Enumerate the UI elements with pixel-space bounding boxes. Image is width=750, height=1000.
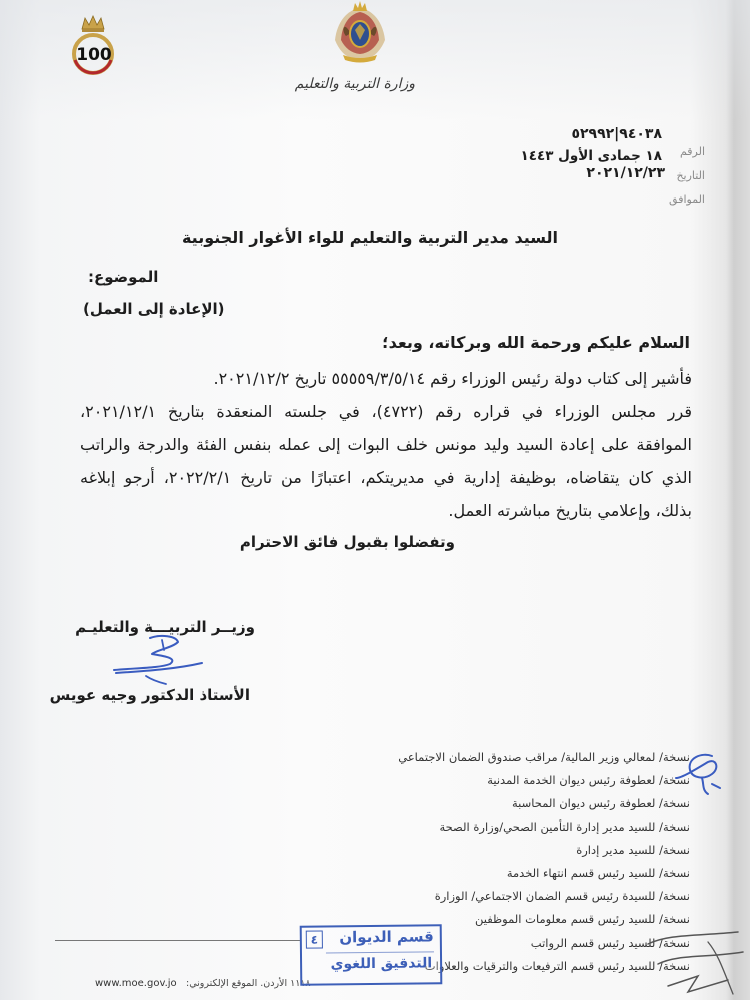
hijri-date: ١٨ جمادى الأول ١٤٤٣ [520, 148, 662, 164]
stamp-divider [326, 951, 434, 953]
letter-body [80, 362, 692, 527]
greeting: السلام عليكم ورحمة الله وبركاته، وبعد؛ [382, 333, 690, 352]
copy-recipient: نسخة/ للسيد رئيس قسم الترفيعات والترقيات والعلاوات [424, 958, 690, 973]
body-line: قرر مجلس الوزراء في قراره رقم (٤٧٢٢)، في جلسته المنعقدة بتاريخ ٢٠٢١/١٢/١، [80, 402, 692, 421]
subject-value: (الإعادة إلى العمل) [83, 300, 225, 318]
ministry-name: وزارة التربية والتعليم [294, 76, 415, 92]
reference-number-label: الرقم [679, 145, 705, 158]
signatory-title: وزيــر التربيـــة والتعليـم [75, 618, 255, 636]
registry-stamp [300, 924, 443, 985]
footer-website: www.moe.gov.jo [95, 978, 177, 989]
copy-recipient: نسخة/ لعطوفة رئيس ديوان الخدمة المدنية [487, 773, 690, 788]
copy-recipient: نسخة/ للسيد رئيس قسم الرواتب [530, 935, 690, 950]
copy-recipient: نسخة/ للسيد رئيس قسم معلومات الموظفين [474, 912, 690, 927]
gregorian-date: ٢٠٢١/١٢/٢٣ [586, 165, 665, 181]
addressee: السيد مدير التربية والتعليم للواء الأغوار الجنوبية [181, 228, 558, 247]
date-label: التاريخ [676, 169, 705, 182]
reference-number: ٥٢٩٩٢|٩٤٠٣٨ [571, 126, 662, 142]
stamp-number: ٤ [306, 931, 323, 949]
body-line: فأشير إلى كتاب دولة رئيس الوزراء رقم ٥٥٥٥٩/٣/٥/١٤ تاريخ ٢٠٢١/١٢/٢. [213, 369, 692, 388]
stamp-department: قسم الديوان [339, 927, 434, 947]
subject-label: الموضوع: [88, 268, 159, 286]
copy-recipient: نسخة/ للسيدة رئيس قسم الضمان الاجتماعي/ الوزارة [434, 889, 690, 904]
handwritten-signature [106, 632, 206, 688]
handwritten-marks [638, 924, 748, 998]
centennial-logo-text: 100 [76, 45, 112, 65]
body-line: بذلك، وإعلامي بتاريخ مباشرته العمل. [448, 501, 692, 520]
closing-line: وتفضلوا بقبول فائق الاحترام [239, 533, 455, 551]
handwritten-initials [672, 748, 727, 798]
stamp-check: التدقيق اللغوي [330, 955, 433, 973]
copy-recipient: نسخة/ لعطوفة رئيس ديوان المحاسبة [512, 796, 690, 811]
corresponding-label: الموافق [669, 193, 705, 206]
copy-recipient: نسخة/ للسيد مدير إدارة التأمين الصحي/وزارة الصحة [439, 819, 690, 834]
footer-divider [55, 940, 300, 941]
copy-recipient: نسخة/ للسيد رئيس قسم انتهاء الخدمة [506, 866, 690, 881]
coat-of-arms-emblem [329, 0, 391, 64]
centennial-logo [62, 14, 124, 76]
copy-recipient: نسخة/ لمعالي وزير المالية/ مراقب صندوق الضمان الاجتماعي [398, 750, 690, 764]
footer-address: ١١١٨ الأردن. الموقع الإلكتروني: [186, 978, 311, 989]
body-line: الموافقة على إعادة السيد وليد مونس خلف البوات إلى عمله بنفس الفئة والدرجة والراتب [80, 435, 692, 454]
copy-recipient: نسخة/ للسيد مدير إدارة [576, 842, 690, 857]
signatory-name: الأستاذ الدكتور وجيه عويس [49, 686, 250, 704]
body-line: الذي كان يتقاضاه، بوظيفة إدارية في مديريتكم، اعتبارًا من تاريخ ٢٠٢٢/٢/١، أرجو إبلاغه [80, 468, 692, 487]
